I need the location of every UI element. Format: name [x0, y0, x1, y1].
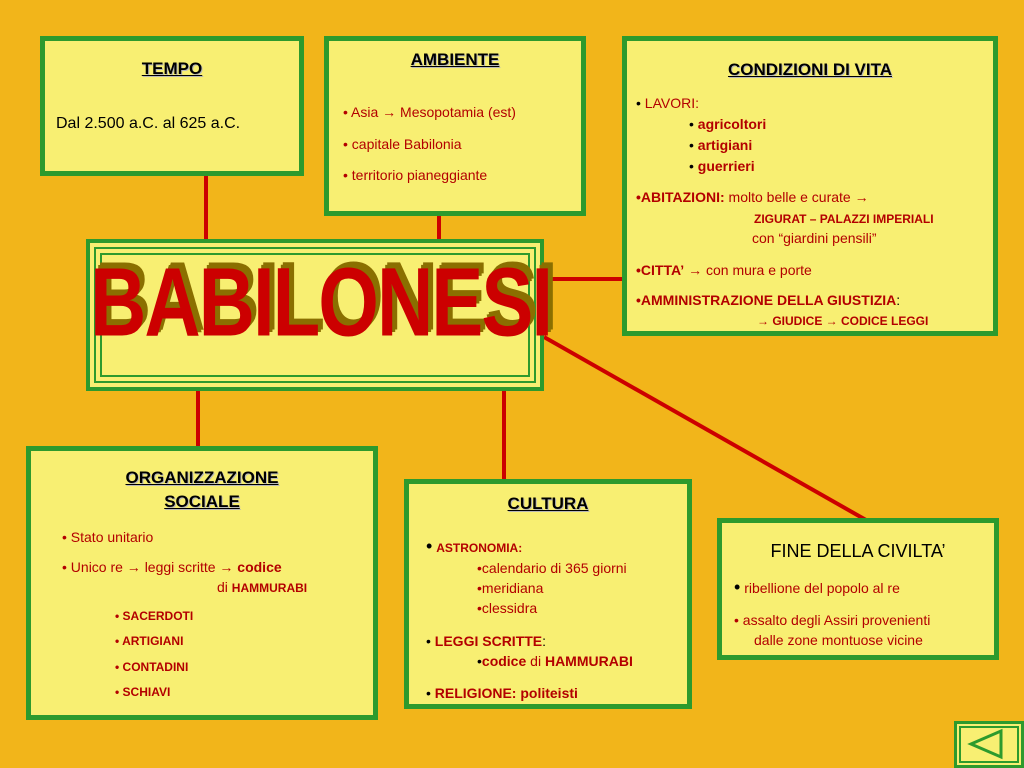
lavori-item: • agricoltori [689, 116, 767, 132]
tempo-box [40, 36, 304, 176]
religione-line: • RELIGIONE: politeisti [426, 685, 578, 701]
abitazioni-line: •ABITAZIONI: molto belle e curate → [636, 189, 869, 205]
astro-item: •meridiana [477, 580, 544, 596]
organizzazione-title-2: SOCIALE [164, 492, 240, 511]
unico-line: • Unico re → leggi scritte → codice [62, 559, 282, 575]
fine-item-cont: dalle zone montuose vicine [754, 632, 923, 648]
lavori-item: • artigiani [689, 137, 753, 153]
lavori-line: • LAVORI: [636, 95, 699, 111]
stato-line: • Stato unitario [62, 529, 154, 545]
ambiente-item: • Asia → Mesopotamia (est) [343, 104, 516, 120]
condizioni-box [622, 36, 998, 336]
giudice-line: → GIUDICE → CODICE LEGGI [757, 314, 929, 328]
fine-item: • ribellione del popolo al re [734, 577, 900, 597]
hammurabi-line: di HAMMURABI [217, 579, 308, 595]
astro-item: •calendario di 365 giorni [477, 560, 627, 576]
ambiente-box [324, 36, 586, 216]
cultura-box [404, 479, 692, 709]
astro-item: •clessidra [477, 600, 538, 616]
fine-box [717, 518, 999, 660]
class-item: • SCHIAVI [115, 685, 171, 699]
ambiente-item: • capitale Babilonia [343, 136, 462, 152]
organizzazione-box [26, 446, 378, 720]
citta-line: •CITTA’ → con mura e porte [636, 262, 812, 278]
tempo-text: Dal 2.500 a.C. al 625 a.C. [56, 115, 241, 132]
ambiente-title: AMBIENTE [410, 50, 500, 69]
main-title: BABILONESI [90, 246, 552, 357]
central-title-box [86, 239, 552, 391]
amministrazione-line: •AMMINISTRAZIONE DELLA GIUSTIZIA: [636, 292, 901, 308]
tempo-title: TEMPO [141, 59, 203, 78]
class-item: • CONTADINI [115, 660, 189, 674]
astronomia-line: • ASTRONOMIA: [426, 536, 523, 556]
class-item: • ARTIGIANI [115, 634, 184, 648]
condizioni-title: CONDIZIONI DI VITA [727, 60, 892, 79]
ziggurat-line: ZIGURAT – PALAZZI IMPERIALI [754, 212, 934, 226]
codice-line: •codice di HAMMURABI [477, 653, 633, 669]
organizzazione-title-1: ORGANIZZAZIONE [125, 468, 279, 487]
fine-item: • assalto degli Assiri provenienti [734, 612, 931, 628]
back-triangle-icon [957, 724, 1021, 765]
lavori-item: • guerrieri [689, 158, 755, 174]
class-item: • SACERDOTI [115, 609, 194, 623]
ambiente-item: • territorio pianeggiante [343, 167, 488, 183]
leggi-line: • LEGGI SCRITTE: [426, 633, 547, 649]
giardini-line: con “giardini pensili” [752, 230, 877, 246]
back-button[interactable] [954, 721, 1024, 768]
fine-title: FINE DELLA CIVILTA’ [770, 541, 946, 561]
cultura-title: CULTURA [507, 494, 589, 513]
